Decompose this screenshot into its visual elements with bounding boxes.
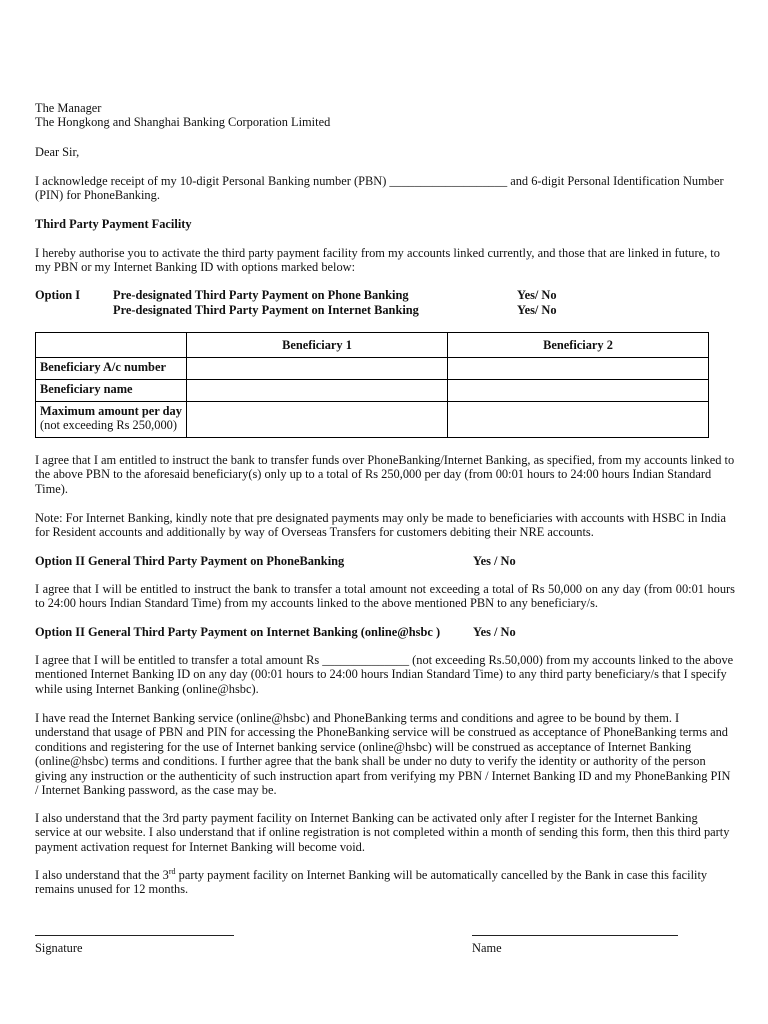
option2-internet-row bbox=[35, 625, 735, 640]
agree-paragraph-1: I agree that I am entitled to instruct the bank to transfer funds over PhoneBanking/Internet Banking, as specified, from my accounts linked to the above PBN to the aforesaid beneficiary(s) only up to a total of Rs 250,000 per day (from 00:01 hours to 24:00 hours Indian Standard Time). bbox=[35, 453, 735, 496]
table-row bbox=[36, 358, 709, 380]
addressee: The Manager bbox=[35, 101, 102, 115]
name-label: Name bbox=[472, 941, 502, 955]
cancel-text-pre: I also understand that the 3 bbox=[35, 868, 169, 882]
row-label-max-amount-cell bbox=[36, 402, 187, 438]
terms-paragraph: I have read the Internet Banking service (online@hsbc) and PhoneBanking terms and conditions and agree to be bound by them. I understand that usage of PBN and PIN for accessing the PhoneBanking service will be construed as acceptance of PhoneBanking terms and conditions and registering for the use of Internet banking service (online@hsbc) will be construed as acceptance of Internet Banking (online@hsbc) terms and conditions. I further agree that the bank shall be under no duty to verify the identity or authority of the person giving any instruction or the authenticity of such instruction apart from verifying my PBN / Internet Banking ID and my PhoneBanking PIN / Internet Banking password, as the case may be. bbox=[35, 711, 731, 798]
salutation: Dear Sir, bbox=[35, 145, 80, 159]
option2-internet-label: Option II General Third Party Payment on Internet Banking (online@hsbc ) bbox=[35, 625, 441, 639]
authorise-paragraph: I hereby authorise you to activate the third party payment facility from my accounts linked currently, and those that are linked in future, to my PBN or my Internet Banking ID with options marked below: bbox=[35, 246, 720, 275]
beneficiary-2-amount-cell[interactable] bbox=[448, 402, 709, 438]
option2-phone-label: Option II General Third Party Payment on PhoneBanking bbox=[35, 554, 345, 568]
cancel-paragraph bbox=[35, 868, 735, 897]
option2-phone-paragraph: I agree that I will be entitled to instruct the bank to transfer a total amount not exceeding a total of Rs 50,000 on any day (from 00:01 hours to 24:00 hours Indian Standard Time) from my accounts linked to the above mentioned PBN to any beneficiary/s. bbox=[35, 582, 735, 611]
table-row bbox=[36, 402, 709, 438]
signature-line[interactable] bbox=[35, 935, 234, 936]
name-line[interactable] bbox=[472, 935, 678, 936]
table-row bbox=[36, 380, 709, 402]
beneficiary-table bbox=[35, 332, 709, 438]
beneficiary-1-account-cell[interactable] bbox=[187, 358, 448, 380]
beneficiary-1-name-cell[interactable] bbox=[187, 380, 448, 402]
option1-phone-choice[interactable]: Yes/ No bbox=[517, 288, 557, 302]
facility-heading: Third Party Payment Facility bbox=[35, 217, 192, 231]
beneficiary-2-name-cell[interactable] bbox=[448, 380, 709, 402]
option1-row-internet bbox=[35, 303, 735, 318]
table-header-beneficiary-2: Beneficiary 2 bbox=[448, 333, 709, 358]
bank-name: The Hongkong and Shanghai Banking Corporation Limited bbox=[35, 115, 331, 130]
option1-internet-text: Pre-designated Third Party Payment on Internet Banking bbox=[113, 303, 419, 317]
option1-phone-text: Pre-designated Third Party Payment on Phone Banking bbox=[113, 288, 409, 302]
activation-paragraph: I also understand that the 3rd party payment facility on Internet Banking can be activated only after I register for the Internet Banking service at our website. I also understand that if online registration is not completed within a month of sending this form, then this third party payment activation request for Internet Banking will become void. bbox=[35, 811, 730, 854]
row-label-max-amount: Maximum amount per day bbox=[40, 404, 182, 418]
table-header-beneficiary-1: Beneficiary 1 bbox=[187, 333, 448, 358]
option2-internet-paragraph: I agree that I will be entitled to transfer a total amount Rs ______________ (not exceeding Rs.50,000) from my accounts linked to the above mentioned Internet Banking ID on any day (00:01 hours to 24:00 hours Indian Standard Time) to any third party beneficiary/s that I specify while using Internet Banking (online@hsbc). bbox=[35, 653, 734, 696]
row-label-account: Beneficiary A/c number bbox=[36, 358, 187, 380]
note-paragraph: Note: For Internet Banking, kindly note that pre designated payments may only be made to beneficiaries with accounts with HSBC in India for Resident accounts and additionally by way of Overseas Transfers for customers debiting their NRE accounts. bbox=[35, 511, 726, 540]
acknowledge-paragraph: I acknowledge receipt of my 10-digit Personal Banking number (PBN) ___________________ and 6-digit Personal Identification Number (PIN) for PhoneBanking. bbox=[35, 174, 724, 203]
option1-internet-choice[interactable]: Yes/ No bbox=[517, 303, 557, 317]
option2-internet-choice[interactable]: Yes / No bbox=[473, 625, 516, 639]
table-header-row bbox=[36, 333, 709, 358]
addressee-block bbox=[35, 101, 735, 130]
cancel-text-sup: rd bbox=[168, 866, 176, 876]
row-label-max-amount-sub: (not exceeding Rs 250,000) bbox=[40, 418, 177, 433]
signature-label: Signature bbox=[35, 941, 83, 955]
beneficiary-2-account-cell[interactable] bbox=[448, 358, 709, 380]
option2-phone-choice[interactable]: Yes / No bbox=[473, 554, 516, 568]
option1-row-phone bbox=[35, 288, 735, 303]
beneficiary-1-amount-cell[interactable] bbox=[187, 402, 448, 438]
table-header-empty bbox=[36, 333, 187, 358]
option1-label: Option I bbox=[35, 288, 81, 302]
option2-phone-row bbox=[35, 554, 735, 569]
cancel-text-post: party payment facility on Internet Banking will be automatically cancelled by the Bank in case this facility remains unused for 12 months. bbox=[35, 868, 708, 897]
row-label-name: Beneficiary name bbox=[36, 380, 187, 402]
